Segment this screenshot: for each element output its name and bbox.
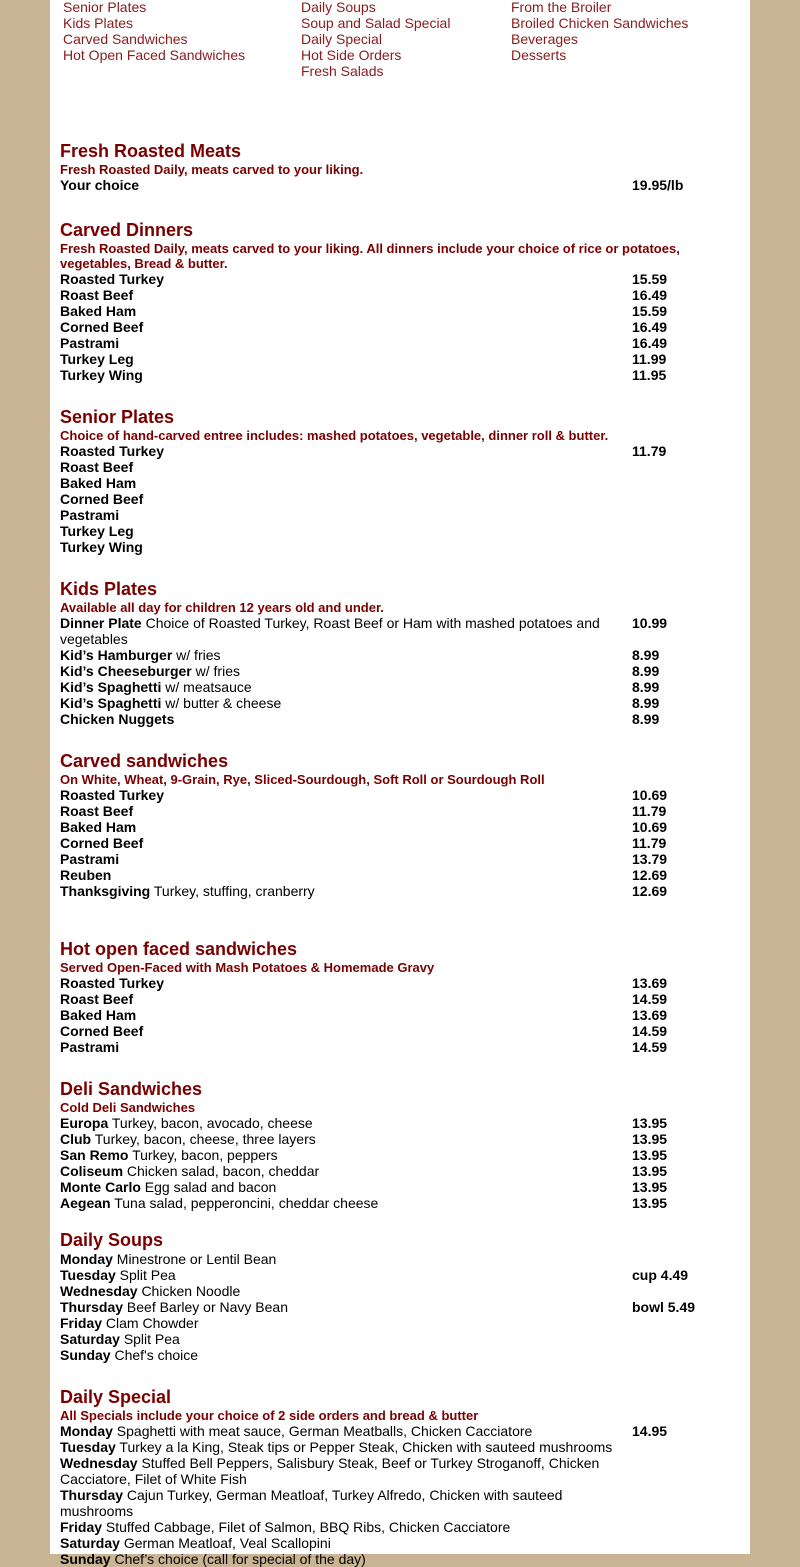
menu-item [60, 851, 750, 867]
section-subtitle: Choice of hand-carved entree includes: mashed potatoes, vegetable, dinner roll & butter. [60, 428, 609, 443]
menu-item [60, 803, 750, 819]
item-description: Turkey, bacon, peppers [132, 1147, 278, 1163]
item-name: Roast Beef [60, 803, 134, 819]
item-price: 13.69 [632, 1007, 668, 1023]
item-name: Tuesday [60, 1439, 116, 1455]
menu-item [60, 991, 750, 1007]
item-description: Minestrone or Lentil Bean [116, 1251, 277, 1267]
item-name: Aegean [60, 1195, 111, 1211]
item-description: Beef Barley or Navy Bean [126, 1299, 288, 1315]
section-title: Fresh Roasted Meats [60, 141, 242, 161]
nav-link[interactable]: From the Broiler [511, 0, 612, 15]
menu-item [60, 271, 750, 287]
item-description: w/ fries [195, 663, 240, 679]
item-name: Turkey Wing [60, 367, 143, 383]
menu-item [60, 1535, 750, 1551]
menu-item [60, 1439, 750, 1455]
item-price: 10.69 [632, 787, 668, 803]
item-price: 8.99 [632, 695, 660, 711]
item-name: Roasted Turkey [60, 787, 164, 803]
section-title: Daily Special [60, 1387, 172, 1407]
menu-item [60, 1163, 750, 1179]
item-price: 8.99 [632, 663, 660, 679]
item-price: 14.95 [632, 1423, 668, 1439]
item-price: 12.69 [632, 883, 668, 899]
menu-section [60, 1388, 750, 1567]
item-name: Thursday [60, 1299, 124, 1315]
item-price: 14.59 [632, 1023, 668, 1039]
menu-item [60, 1423, 750, 1439]
item-description: Split Pea [123, 1331, 180, 1347]
section-subtitle: Fresh Roasted Daily, meats carved to your liking. [60, 162, 364, 177]
item-name: Thanksgiving [60, 883, 151, 899]
item-name: Kid’s Hamburger [60, 647, 173, 663]
item-name: Kid’s Spaghetti [60, 679, 162, 695]
item-name: Turkey Leg [60, 523, 134, 539]
item-price: 11.79 [632, 803, 667, 819]
item-price: 13.95 [632, 1147, 668, 1163]
menu-item [60, 1315, 750, 1331]
nav-link[interactable]: Kids Plates [63, 15, 134, 31]
menu-item [60, 1299, 750, 1315]
menu-item [60, 523, 750, 539]
menu-item [60, 351, 750, 367]
menu-item [60, 1551, 750, 1567]
menu-section [60, 142, 750, 193]
nav-link[interactable]: Hot Open Faced Sandwiches [63, 47, 246, 63]
item-name: Chicken Nuggets [60, 711, 175, 727]
section-title: Senior Plates [60, 407, 175, 427]
nav-link[interactable]: Fresh Salads [301, 63, 384, 79]
nav-column-1 [63, 0, 245, 63]
item-name: Roast Beef [60, 991, 134, 1007]
menu-item [60, 975, 750, 991]
item-name: Monte Carlo [60, 1179, 141, 1195]
menu-item [60, 1179, 750, 1195]
item-description: Turkey a la King, Steak tips or Pepper Steak, Chicken with sauteed mushrooms [119, 1439, 613, 1455]
nav-link[interactable]: Desserts [511, 47, 567, 63]
menu-item [60, 491, 750, 507]
menu-item [60, 787, 750, 803]
menu-item [60, 319, 750, 335]
menu-item [60, 1251, 750, 1267]
nav-column-3 [511, 0, 688, 63]
menu-item [60, 679, 750, 695]
item-name: Pastrami [60, 507, 120, 523]
section-title: Carved sandwiches [60, 751, 229, 771]
section-title: Carved Dinners [60, 220, 194, 240]
item-description: Cajun Turkey, German Meatloaf, Turkey Alfredo, Chicken with sauteed mushrooms [60, 1487, 563, 1519]
item-description: Turkey, bacon, cheese, three layers [94, 1131, 316, 1147]
item-description: Spaghetti with meat sauce, German Meatballs, Chicken Cacciatore [116, 1423, 533, 1439]
item-price: 14.59 [632, 1039, 668, 1055]
section-subtitle: All Specials include your choice of 2 side orders and bread & butter [60, 1408, 479, 1423]
item-price: 14.59 [632, 991, 668, 1007]
item-price: 11.95 [632, 367, 667, 383]
section-subtitle: Available all day for children 12 years old and under. [60, 600, 384, 615]
item-name: Sunday [60, 1347, 111, 1363]
section-title: Daily Soups [60, 1230, 164, 1250]
item-name: Club [60, 1131, 92, 1147]
nav-column-2 [301, 0, 450, 79]
item-name: Kid’s Cheeseburger [60, 663, 192, 679]
item-description: Chicken Noodle [141, 1283, 241, 1299]
item-price: 13.79 [632, 851, 668, 867]
item-price: 13.69 [632, 975, 668, 991]
menu-item [60, 507, 750, 523]
item-price: cup 4.49 [632, 1267, 689, 1283]
item-name: Turkey Leg [60, 351, 134, 367]
item-name: Your choice [60, 177, 140, 193]
item-name: Wednesday [60, 1455, 138, 1471]
item-name: Kid’s Spaghetti [60, 695, 162, 711]
item-price: 11.79 [632, 443, 667, 459]
menu-item [60, 1147, 750, 1163]
menu-item [60, 615, 750, 647]
menu-item [60, 335, 750, 351]
menu-item [60, 1487, 750, 1519]
menu-item [60, 539, 750, 555]
menu-item [60, 835, 750, 851]
item-name: Pastrami [60, 1039, 120, 1055]
item-description: Turkey, bacon, avocado, cheese [111, 1115, 313, 1131]
section-title: Hot open faced sandwiches [60, 939, 298, 959]
item-name: Baked Ham [60, 475, 137, 491]
item-price: 11.79 [632, 835, 667, 851]
item-name: Coliseum [60, 1163, 124, 1179]
item-description: Turkey, stuffing, cranberry [153, 883, 315, 899]
item-name: Reuben [60, 867, 112, 883]
item-price: 16.49 [632, 319, 668, 335]
nav-link[interactable]: Daily Special [301, 31, 382, 47]
item-price: 13.95 [632, 1163, 668, 1179]
menu-item [60, 663, 750, 679]
item-price: 11.99 [632, 351, 667, 367]
item-name: Turkey Wing [60, 539, 143, 555]
item-price: 8.99 [632, 679, 660, 695]
menu-item [60, 1007, 750, 1023]
menu-item [60, 1455, 750, 1487]
menu-item [60, 1267, 750, 1283]
menu-item [60, 1195, 750, 1211]
item-price: 10.69 [632, 819, 668, 835]
menu-item [60, 287, 750, 303]
item-price: 15.59 [632, 271, 668, 287]
item-name: Wednesday [60, 1283, 138, 1299]
section-subtitle: On White, Wheat, 9-Grain, Rye, Sliced-Sourdough, Soft Roll or Sourdough Roll [60, 772, 545, 787]
item-price: 10.99 [632, 615, 668, 631]
menu-item [60, 1283, 750, 1299]
section-subtitle: Fresh Roasted Daily, meats carved to your liking. All dinners include your choice of rice or potatoes, vegetables, Bread & butter. [60, 241, 680, 271]
section-title: Kids Plates [60, 579, 158, 599]
item-name: Europa [60, 1115, 109, 1131]
menu-item [60, 443, 750, 459]
item-name: Thursday [60, 1487, 124, 1503]
nav-link[interactable]: Carved Sandwiches [63, 31, 188, 47]
menu-section [60, 1231, 750, 1363]
item-name: Baked Ham [60, 819, 137, 835]
item-name: Pastrami [60, 851, 120, 867]
item-price: 13.95 [632, 1115, 668, 1131]
item-description: German Meatloaf, Veal Scallopini [123, 1535, 331, 1551]
item-name: San Remo [60, 1147, 129, 1163]
menu-section [60, 580, 750, 727]
item-name: Roast Beef [60, 459, 134, 475]
section-subtitle: Cold Deli Sandwiches [60, 1100, 196, 1115]
item-name: Friday [60, 1315, 103, 1331]
item-price: 8.99 [632, 711, 660, 727]
item-price: 8.99 [632, 647, 660, 663]
item-description: Egg salad and bacon [144, 1179, 277, 1195]
item-name: Saturday [60, 1331, 120, 1347]
menu-item [60, 459, 750, 475]
item-price: 13.95 [632, 1195, 668, 1211]
item-description: Chef's choice [114, 1347, 199, 1363]
item-description: Split Pea [119, 1267, 176, 1283]
menu-item [60, 1023, 750, 1039]
nav-link[interactable]: Broiled Chicken Sandwiches [511, 15, 689, 31]
item-description: Clam Chowder [105, 1315, 199, 1331]
item-description: Stuffed Cabbage, Filet of Salmon, BBQ Ribs, Chicken Cacciatore [105, 1519, 511, 1535]
item-description: w/ butter & cheese [165, 695, 282, 711]
item-description: Stuffed Bell Peppers, Salisbury Steak, Beef or Turkey Stroganoff, Chicken Cacciatore, Filet of White Fish [60, 1455, 600, 1487]
nav-link[interactable]: Beverages [511, 31, 578, 47]
nav-link[interactable]: Daily Soups [301, 0, 376, 15]
item-description: w/ fries [176, 647, 221, 663]
item-name: Corned Beef [60, 1023, 144, 1039]
item-name: Roasted Turkey [60, 271, 164, 287]
item-name: Monday [60, 1251, 113, 1267]
menu-section [60, 752, 750, 899]
menu-item [60, 1115, 750, 1131]
item-name: Corned Beef [60, 319, 144, 335]
menu-item [60, 177, 750, 193]
menu-item [60, 303, 750, 319]
item-name: Dinner Plate [60, 615, 142, 631]
item-name: Roasted Turkey [60, 443, 164, 459]
menu-item [60, 883, 750, 899]
item-name: Corned Beef [60, 835, 144, 851]
menu-section [60, 940, 750, 1055]
item-name: Corned Beef [60, 491, 144, 507]
item-name: Friday [60, 1519, 103, 1535]
item-name: Sunday [60, 1551, 111, 1567]
section-subtitle: Served Open-Faced with Mash Potatoes & Homemade Gravy [60, 960, 435, 975]
item-price: 16.49 [632, 287, 668, 303]
item-name: Pastrami [60, 335, 120, 351]
item-description: w/ meatsauce [165, 679, 252, 695]
item-price: 13.95 [632, 1179, 668, 1195]
item-description: Chicken salad, bacon, cheddar [126, 1163, 320, 1179]
menu-item [60, 1519, 750, 1535]
menu-item [60, 475, 750, 491]
menu-item [60, 1131, 750, 1147]
menu-item [60, 1331, 750, 1347]
menu-item [60, 819, 750, 835]
menu-item [60, 367, 750, 383]
menu-section [60, 221, 750, 383]
item-description: Chef’s choice (call for special of the day) [114, 1551, 366, 1567]
nav-link[interactable]: Senior Plates [63, 0, 147, 15]
item-description: Choice of Roasted Turkey, Roast Beef or Ham with mashed potatoes and vegetables [60, 615, 600, 647]
menu-item [60, 711, 750, 727]
section-title: Deli Sandwiches [60, 1079, 203, 1099]
item-name: Baked Ham [60, 1007, 137, 1023]
item-price: bowl 5.49 [632, 1299, 696, 1315]
item-price: 12.69 [632, 867, 668, 883]
item-name: Roasted Turkey [60, 975, 164, 991]
menu-item [60, 867, 750, 883]
menu-item [60, 1347, 750, 1363]
menu-item [60, 647, 750, 663]
menu-section [60, 1080, 750, 1211]
menu-item [60, 695, 750, 711]
menu-item [60, 1039, 750, 1055]
item-price: 13.95 [632, 1131, 668, 1147]
item-price: 19.95/lb [632, 177, 684, 193]
item-price: 16.49 [632, 335, 668, 351]
menu-page [50, 0, 750, 1567]
nav-link[interactable]: Soup and Salad Special [301, 15, 451, 31]
item-name: Roast Beef [60, 287, 134, 303]
item-price: 15.59 [632, 303, 668, 319]
nav-link[interactable]: Hot Side Orders [301, 47, 402, 63]
item-name: Baked Ham [60, 303, 137, 319]
item-description: Tuna salad, pepperoncini, cheddar cheese [114, 1195, 379, 1211]
item-name: Monday [60, 1423, 113, 1439]
item-name: Saturday [60, 1535, 120, 1551]
menu-section [60, 408, 750, 555]
item-name: Tuesday [60, 1267, 116, 1283]
